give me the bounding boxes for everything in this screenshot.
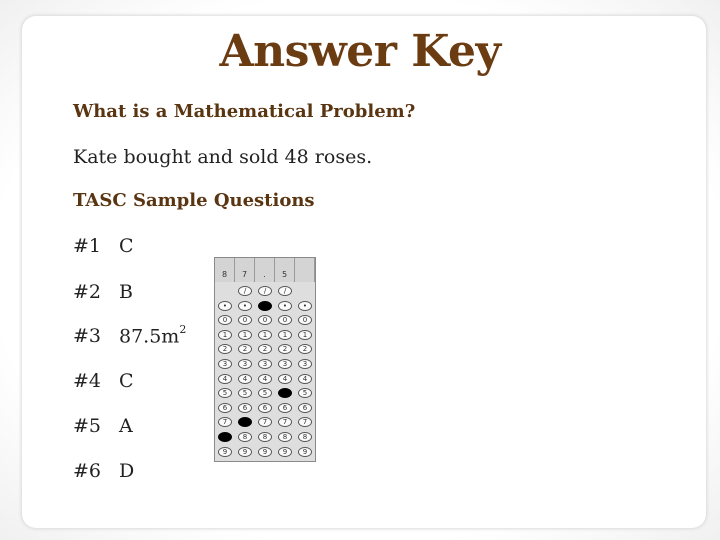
grid-bubble: 8	[298, 432, 312, 442]
question-number: #3	[73, 325, 102, 348]
grid-bubble: 5	[238, 388, 252, 398]
answer-grid-image	[214, 257, 316, 462]
grid-bubble: 3	[258, 359, 272, 369]
grid-bubble: 0	[238, 315, 252, 325]
grid-bubble: 5	[298, 388, 312, 398]
grid-bubble: •	[218, 301, 232, 311]
grid-bubble: 7	[218, 417, 232, 427]
grid-bubble: 4	[298, 374, 312, 384]
answer-row	[73, 415, 133, 437]
grid-bubble: 5	[218, 388, 232, 398]
grid-bubble: 4	[278, 374, 292, 384]
answer-row	[73, 325, 186, 347]
grid-bubble: /	[278, 286, 292, 296]
grid-column	[215, 258, 235, 461]
answer-value: D	[119, 460, 135, 482]
grid-bubble: 6	[218, 403, 232, 413]
grid-entry-cell: 8	[215, 258, 235, 282]
answer-row	[73, 281, 133, 303]
grid-entry-cell	[295, 258, 315, 282]
heading-tasc-sample: TASC Sample Questions	[73, 190, 315, 211]
grid-entry-cell: .	[255, 258, 275, 282]
answer-value: A	[119, 415, 133, 437]
grid-bubble: 4	[238, 374, 252, 384]
grid-bubble: /	[258, 286, 272, 296]
grid-bubble: /	[238, 286, 252, 296]
grid-bubble: 1	[278, 330, 292, 340]
grid-bubble: 1	[238, 330, 252, 340]
grid-bubble: •	[238, 301, 252, 311]
grid-bubble: 9	[238, 447, 252, 457]
answer-value: C	[119, 235, 134, 257]
grid-bubble: 1	[258, 330, 272, 340]
grid-bubble: 6	[238, 403, 252, 413]
grid-bubble: 1	[218, 330, 232, 340]
grid-column	[295, 258, 315, 461]
grid-entry-cell: 5	[275, 258, 295, 282]
grid-bubble: 8	[218, 432, 232, 442]
heading-mathematical-problem: What is a Mathematical Problem?	[73, 101, 416, 122]
question-number: #1	[73, 235, 102, 257]
grid-bubble: 8	[258, 432, 272, 442]
grid-bubble: 2	[238, 344, 252, 354]
grid-bubble: 2	[278, 344, 292, 354]
answer-row	[73, 460, 134, 482]
question-number: #5	[73, 415, 102, 437]
grid-bubble: 0	[258, 315, 272, 325]
grid-bubble: •	[278, 301, 292, 311]
grid-bubble: 7	[238, 417, 252, 427]
grid-bubble: 4	[218, 374, 232, 384]
answer-value: 87.5m	[119, 325, 180, 348]
grid-bubble: 1	[298, 330, 312, 340]
question-number: #6	[73, 460, 102, 482]
grid-bubble: •	[298, 301, 312, 311]
grid-bubble: 8	[238, 432, 252, 442]
answer-row	[73, 235, 134, 257]
grid-bubble: 8	[278, 432, 292, 442]
grid-bubble: 3	[238, 359, 252, 369]
grid-bubble: 9	[278, 447, 292, 457]
answer-row	[73, 370, 134, 392]
grid-bubble: 7	[258, 417, 272, 427]
grid-bubble: 2	[298, 344, 312, 354]
grid-bubble: 7	[278, 417, 292, 427]
grid-bubble: 3	[278, 359, 292, 369]
grid-bubble: 0	[218, 315, 232, 325]
grid-bubble: 6	[298, 403, 312, 413]
grid-bubble: 0	[278, 315, 292, 325]
grid-bubble: 3	[218, 359, 232, 369]
grid-bubble: 9	[258, 447, 272, 457]
answer-superscript: 2	[179, 323, 187, 336]
grid-bubble: 2	[258, 344, 272, 354]
answer-value: C	[119, 370, 134, 392]
content-card	[22, 16, 706, 528]
grid-column	[275, 258, 295, 461]
grid-bubble: 7	[298, 417, 312, 427]
grid-bubble: •	[258, 301, 272, 311]
grid-entry-cell: 7	[235, 258, 255, 282]
grid-bubble: 5	[258, 388, 272, 398]
grid-bubble: 2	[218, 344, 232, 354]
grid-column	[235, 258, 255, 461]
grid-bubble: 6	[258, 403, 272, 413]
slide-title: Answer Key	[219, 26, 501, 77]
grid-bubble: 9	[218, 447, 232, 457]
grid-bubble: 4	[258, 374, 272, 384]
text-kate-roses: Kate bought and sold 48 roses.	[73, 146, 373, 168]
grid-column	[255, 258, 275, 461]
grid-bubble: 3	[298, 359, 312, 369]
grid-bubble: 0	[298, 315, 312, 325]
grid-bubble: 9	[298, 447, 312, 457]
question-number: #2	[73, 281, 102, 303]
answer-value: B	[119, 281, 133, 303]
grid-bubble: 5	[278, 388, 292, 398]
question-number: #4	[73, 370, 102, 392]
grid-bubble: 6	[278, 403, 292, 413]
